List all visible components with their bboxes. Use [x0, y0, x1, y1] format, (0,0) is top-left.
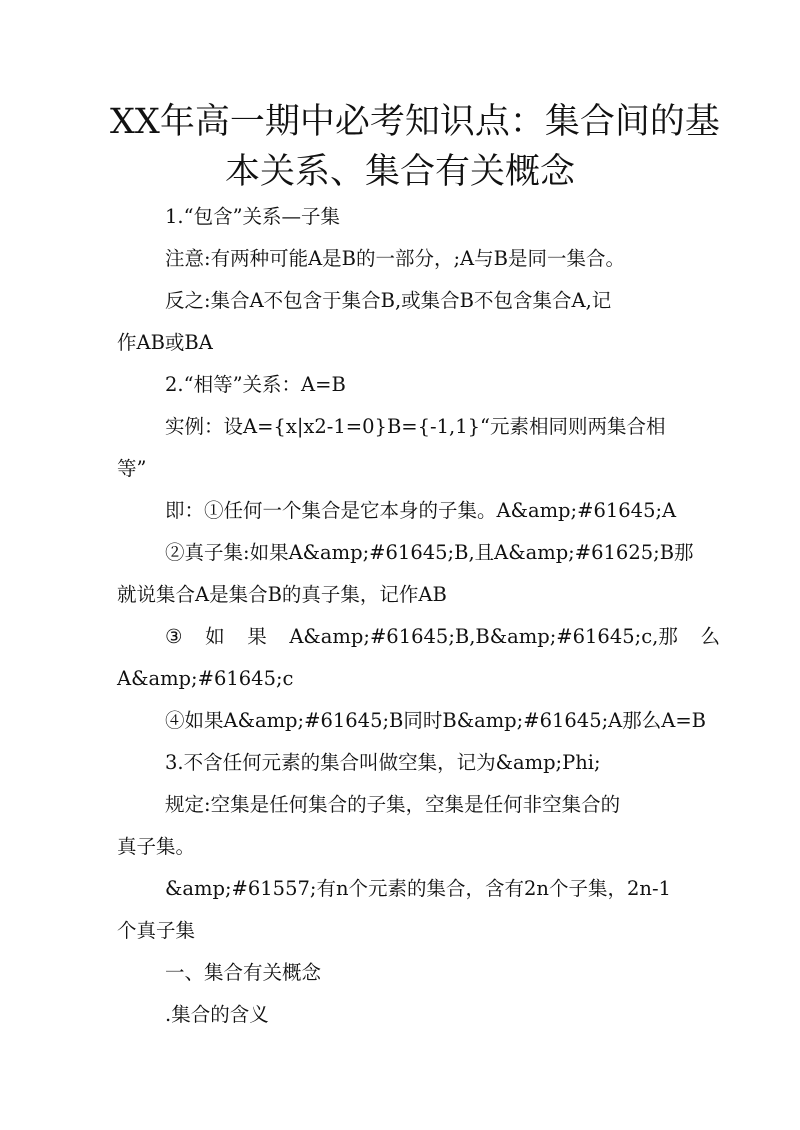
paragraph-line: 个真子集 [117, 919, 196, 942]
paragraph-line: ②真子集:如果A&amp;#61645;B,且A&amp;#61625;B那 [165, 541, 694, 564]
paragraph-line: 真子集。 [117, 835, 196, 858]
paragraph-line-justified [165, 623, 720, 651]
section-heading-concepts: 一、集合有关概念 [165, 961, 322, 984]
document-title-line-2: 本关系、集合有关概念 [224, 152, 575, 192]
paragraph-line: 作AB或BA [117, 331, 213, 354]
paragraph-line: 就说集合A是集合B的真子集，记作AB [117, 583, 447, 606]
paragraph-line: 实例：设A={x|x2-1=0}B={-1,1}“元素相同则两集合相 [165, 415, 666, 438]
section-heading-empty-set: 3.不含任何元素的集合叫做空集，记为&amp;Phi; [165, 751, 601, 774]
paragraph-line: 规定:空集是任何集合的子集，空集是任何非空集合的 [165, 793, 621, 816]
line-segment: 么 [700, 625, 720, 648]
section-heading-equality: 2.“相等”关系：A=B [165, 373, 346, 396]
document-title-line-1: XX年高一期中必考知识点：集合间的基 [110, 102, 720, 142]
line-segment: A&amp;#61645;B,B&amp;#61645;c,那 [289, 625, 678, 648]
paragraph-line: &amp;#61557;有n个元素的集合，含有2n个子集，2n-1 [165, 877, 671, 900]
paragraph-line: 即：①任何一个集合是它本身的子集。A&amp;#61645;A [165, 499, 677, 522]
paragraph-line: 注意:有两种可能A是B的一部分，;A与B是同一集合。 [165, 247, 625, 270]
section-heading-subset: 1.“包含”关系—子集 [165, 205, 341, 228]
paragraph-line: A&amp;#61645;c [117, 667, 294, 690]
line-segment: ③ [165, 625, 183, 648]
line-segment: 如 [205, 625, 225, 648]
paragraph-line: 等” [117, 457, 147, 480]
paragraph-line: .集合的含义 [165, 1003, 269, 1026]
paragraph-line: ④如果A&amp;#61645;B同时B&amp;#61645;A那么A=B [165, 709, 707, 732]
line-segment: 果 [247, 625, 267, 648]
paragraph-line: 反之:集合A不包含于集合B,或集合B不包含集合A,记 [165, 289, 612, 312]
